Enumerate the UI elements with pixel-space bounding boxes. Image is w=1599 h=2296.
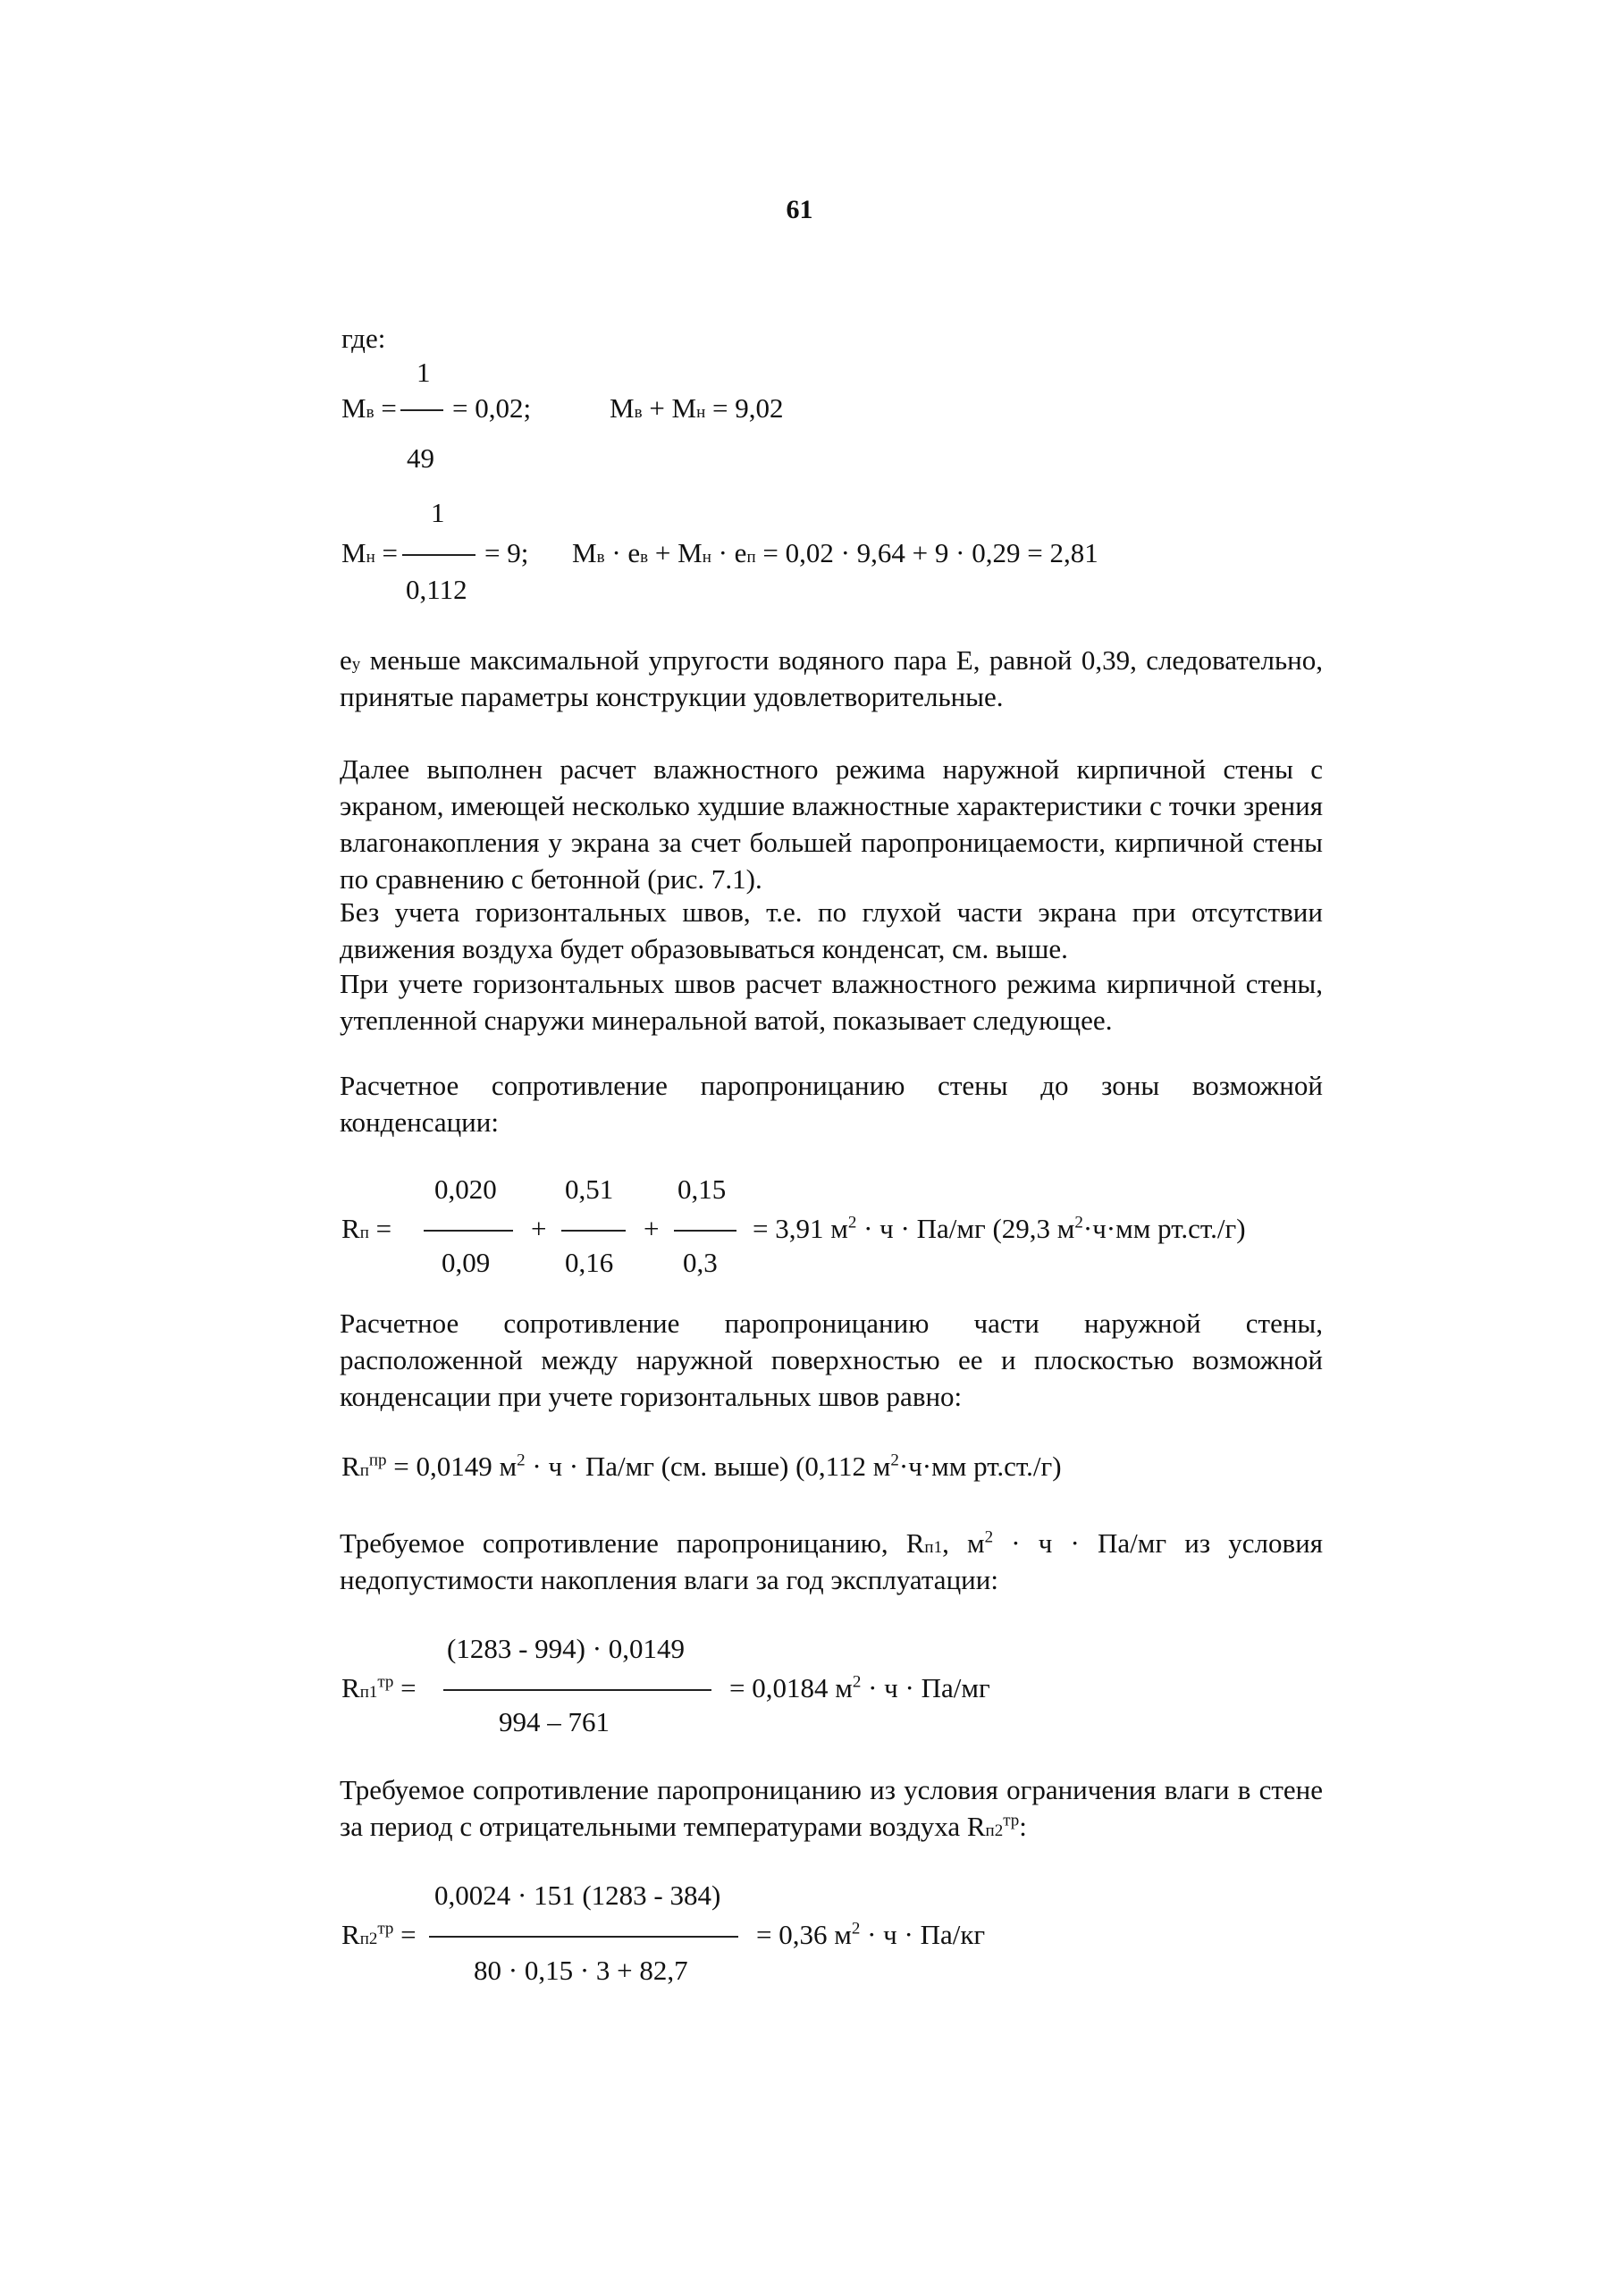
eq-rn1-numerator: (1283 - 994) · 0,0149: [447, 1633, 686, 1664]
eq-mv-fraction-bar: [400, 409, 443, 411]
eq-rn2-fraction-bar: [429, 1936, 738, 1938]
eq-mv-rhs: = 0,02;: [452, 392, 532, 424]
no-joints-paragraph: Без учета горизонтальных швов, т.е. по глухой части экрана при отсутствии движения воздуха будет образовываться конденсат, см. выше.: [340, 896, 1323, 964]
conclusion-paragraph: eу меньше максимальной упругости водяного пара Е, равной 0,39, следовательно, принятые параметры конструкции удовлетворительные.: [340, 644, 1323, 712]
eq-rp-frac3-numerator: 0,15: [677, 1173, 727, 1205]
eq-rp-plus-1: +: [531, 1213, 547, 1244]
required1-paragraph: Требуемое сопротивление паропроницанию, Rп1, $м^2 \cdot ч \cdot Па/мг$ из условия недопустимости накопления влаги за год эксплуатации:: [340, 1527, 1323, 1595]
eq-rn2-denominator: 80 · 0,15 · 3 + 82,7: [474, 1955, 688, 1986]
eq-mn-lhs: Mн =: [341, 537, 398, 568]
rp-intro-paragraph: Расчетное сопротивление паропроницанию стены до зоны возможной конденсации:: [340, 1070, 1323, 1138]
eq-mv-lhs: Mв =: [341, 392, 397, 424]
eq-rn2-rhs: = 0,36 $м^2 \cdot ч \cdot Па/кг$: [756, 1919, 986, 1950]
eq-rp-frac2-numerator: 0,51: [565, 1173, 614, 1205]
where-label: где:: [341, 323, 386, 354]
eq-rn2-numerator: 0,0024 · 151 (1283 - 384): [434, 1880, 721, 1911]
eq-rn1-fraction-bar: [443, 1689, 711, 1691]
eq-rn1-denominator: 994 – 761: [499, 1706, 610, 1737]
eq-rn1-lhs: $Rп1^{тр}$ =: [341, 1672, 417, 1703]
eq-rp-lhs: Rп =: [341, 1213, 392, 1244]
eq-rp-frac1-numerator: 0,020: [434, 1173, 497, 1205]
eq-rp-frac1-denominator: 0,09: [442, 1247, 491, 1278]
brick-wall-paragraph: Далее выполнен расчет влажностного режима наружной кирпичной стены с экраном, имеющей несколько худшие влажностные характеристики с точки зрения влагонакопления у экрана за счет большей паропроницаемости, кирпичной стены по сравнению с бетонной (рис. 7.1).: [340, 753, 1323, 895]
eq-mn-fraction-bar: [402, 554, 475, 556]
eq-rn2-lhs: $Rп2^{тр}$ =: [341, 1919, 417, 1950]
eq-rn1-rhs: = 0,0184 $м^2 \cdot ч \cdot Па/мг$: [729, 1672, 990, 1703]
page-number: 61: [786, 195, 813, 224]
eq-rp-frac1-bar: [424, 1230, 513, 1232]
eq-mn-product: Mв · eв + Mн · eп = 0,02 · 9,64 + 9 · 0,29 = 2,81: [572, 537, 1098, 568]
eq-mv-denominator: 49: [407, 442, 434, 474]
outer-part-paragraph: Расчетное сопротивление паропроницанию части наружной стены, расположенной между наружной поверхностью ее и плоскостью возможной конденсации при учете горизонтальных швов равно:: [340, 1308, 1323, 1412]
eq-rp-frac3-bar: [674, 1230, 736, 1232]
joints-paragraph: При учете горизонтальных швов расчет влажностного режима кирпичной стены, утепленной снаружи минеральной ватой, показывает следующее.: [340, 968, 1323, 1036]
eq-mv-sum: Mв + Mн = 9,02: [610, 392, 784, 424]
eq-rp-frac3-denominator: 0,3: [683, 1247, 718, 1278]
eq-rp-rhs: = 3,91 $м^2 \cdot ч \cdot Па/мг$ (29,3 $м^2\cdot ч\cdot мм$ рт.ст./г): [753, 1213, 1246, 1244]
eq-rp-frac2-denominator: 0,16: [565, 1247, 614, 1278]
eq-mn-rhs: = 9;: [484, 537, 529, 568]
eq-rp-pr: $Rп^{пр} = 0,0149$ $м^2 \cdot ч \cdot Па/мг$ (см. выше) (0,112 $м^2\cdot ч\cdot мм$ рт.ст./г): [341, 1451, 1062, 1482]
eq-mn-denominator: 0,112: [406, 574, 467, 605]
eq-rp-plus-2: +: [644, 1213, 660, 1244]
eq-rp-frac2-bar: [561, 1230, 626, 1232]
required2-paragraph: Требуемое сопротивление паропроницанию из условия ограничения влаги в стене за период с отрицательными температурами воздуха $Rп2^{тр}$:: [340, 1774, 1323, 1842]
eq-mn-numerator: 1: [431, 497, 445, 528]
eq-mv-numerator: 1: [417, 357, 431, 388]
